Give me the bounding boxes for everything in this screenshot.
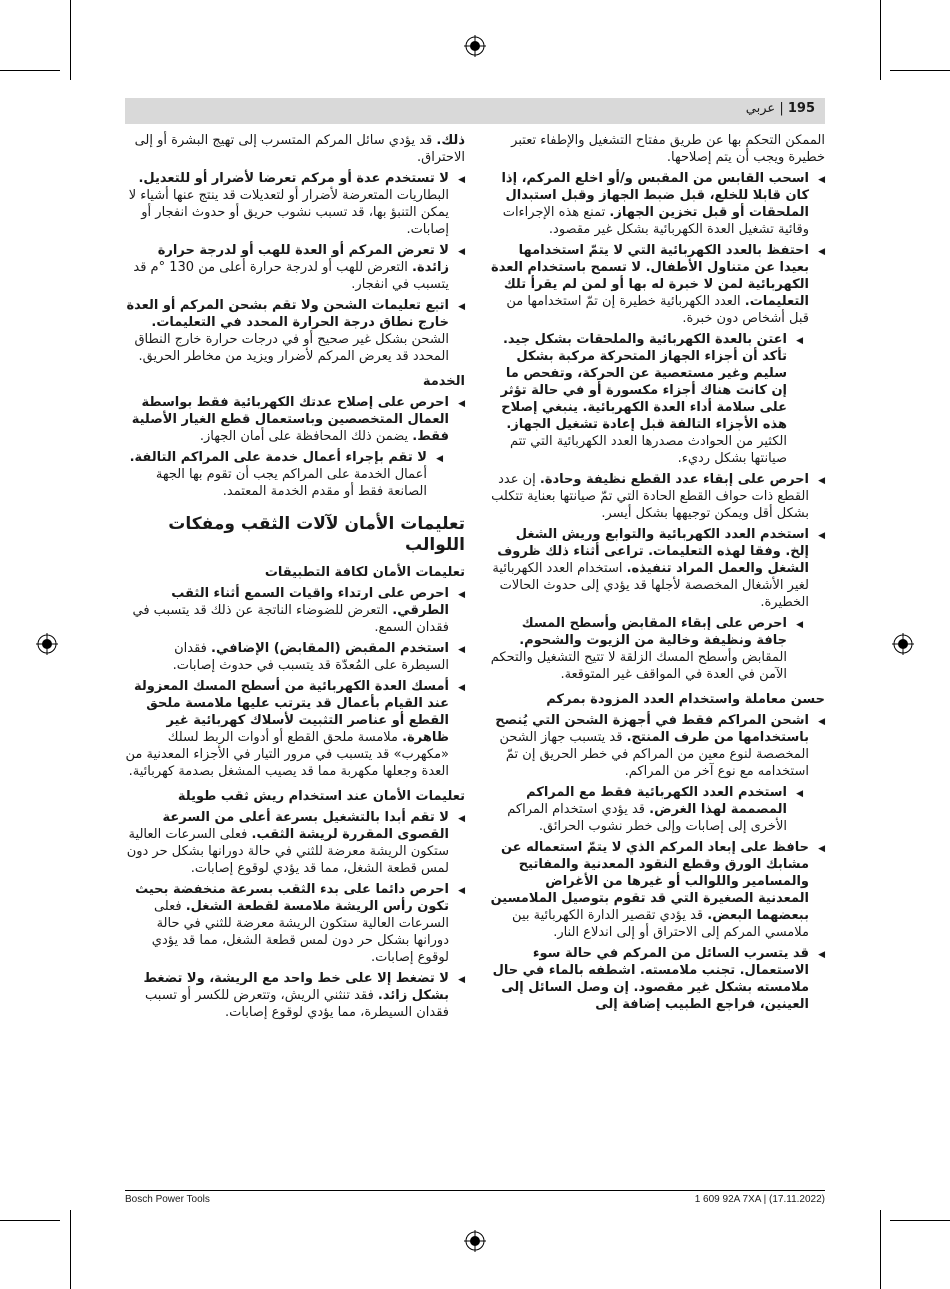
- crop-mark: [880, 0, 881, 80]
- intro-paragraph: الممكن التحكم بها عن طريق مفتاح التشغيل والإطفاء تعتبر خطيرة ويجب أن يتم إصلاحها.: [511, 133, 825, 165]
- bullet-arrow-icon: ◀: [458, 247, 465, 257]
- crop-mark: [0, 70, 60, 71]
- list-item: ◀ اسحب القابس من المقبس و/أو اخلع المركم، إذا كان قابلا للخلع، قبل ضبط الجهاز وقبل استبدال الملحقات أو قبل تخزين الجهاز. تمنع هذه الإجراءات وقائية تشغيل العدة الكهربائية بشكل غير مقصود.: [501, 171, 825, 237]
- list-item: ◀ احرص على إبقاء عدد القطع نظيفة وحادة. إن عدد القطع ذات حواف القطع الحادة التي تمّ صيانتها بعناية تتكلب بشكل أقل ويمكن توجيهها بشكل أيسر.: [491, 472, 825, 521]
- header-bar: [125, 98, 825, 124]
- list-item: ◀ قد يتسرب السائل من المركم في حالة سوء الاستعمال. تجنب ملامسته. اشطفه بالماء في حال ملامسته بشكل غير مقصود. إن وصل السائل إلى العينين، فراجع الطبيب إضافة إلى: [492, 946, 825, 1012]
- list-item: ◀ حافظ على إبعاد المركم الذي لا يتمّ استعماله عن مشابك الورق وقطع النقود المعدنية والمفاتيح والمسامير واللوالب أو غيرها من الأغراض المعدنية الصغيرة التي قد تقوم بتوصيل الملامسين ببعضهما البعض. قد يؤدي تقصير الدارة الكهربائية بين ملامسي المركم إلى الاحتراق أو إلى اندلاع النار.: [490, 840, 825, 940]
- bullet-arrow-icon: ◀: [796, 336, 803, 346]
- bullet-arrow-icon: ◀: [818, 175, 825, 185]
- section-heading-service: الخدمة: [422, 374, 465, 389]
- section-subheading: تعليمات الأمان عند استخدام ريش ثقب طويلة: [177, 789, 465, 804]
- crop-mark: [70, 1210, 71, 1289]
- bullet-arrow-icon: ◀: [458, 683, 465, 693]
- bullet-arrow-icon: ◀: [818, 531, 825, 541]
- header-separator: |: [779, 101, 784, 116]
- crop-mark: [70, 0, 71, 80]
- list-item: ◀ استخدم العدد الكهربائية فقط مع المراكم المصممة لهذا الغرض. قد يؤدي استخدام المراكم الأخرى إلى إصابات وإلى خطر نشوب الحرائق.: [507, 785, 803, 834]
- bullet-arrow-icon: ◀: [458, 645, 465, 655]
- crop-mark: [890, 1220, 950, 1221]
- continuation-paragraph: ذلك. قد يؤدي سائل المركم المتسرب إلى تهيج البشرة أو إلى الاحتراق.: [134, 133, 465, 165]
- list-item: ◀ استخدم المقبض (المقابض) الإضافي. فقدان السيطرة على المُعدّة قد يتسبب في حدوث إصابات.: [172, 641, 465, 673]
- registration-mark-icon: [36, 633, 58, 655]
- footer-rule: [125, 1190, 825, 1191]
- bullet-arrow-icon: ◀: [818, 717, 825, 727]
- list-item: ◀ احرص على ارتداء واقيات السمع أثناء الثقب الطرقي. التعرض للضوضاء الناتجة عن ذلك قد يتسبب في فقدان السمع.: [132, 586, 465, 635]
- bullet-arrow-icon: ◀: [796, 789, 803, 799]
- bullet-arrow-icon: ◀: [818, 844, 825, 854]
- list-item: ◀ لا تضغط إلا على خط واحد مع الريشة، ولا تضغط بشكل زائد. فقد تنثني الريش، وتتعرض للكسر أو تسبب فقدان السيطرة، مما يؤدي لوقوع إصابات.: [143, 971, 465, 1020]
- list-item: ◀ احرص على إبقاء المقابض وأسطح المسك جافة ونظيفة وخالية من الزيوت والشحوم. المقابض وأسطح المسك الزلقة لا تتيح التشغيل والتحكم الآمن في العدة في المواقف غير المتوقعة.: [490, 616, 803, 682]
- footer-doc-number: 1 609 92A 7XA | (17.11.2022): [694, 1194, 825, 1205]
- crop-mark: [880, 1210, 881, 1289]
- bullet-arrow-icon: ◀: [436, 454, 443, 464]
- list-item: ◀ استخدم العدد الكهربائية والتوابع وريش الشغل إلخ. وفقا لهذه التعليمات. تراعى أثناء ذلك ظروف الشغل والعمل المراد تنفيذه. استخدام العدد الكهربائية لغير الأشغال المخصصة لأجلها قد يؤدي إلى حدوث الحالات الخطيرة.: [492, 527, 825, 610]
- registration-mark-icon: [464, 35, 486, 57]
- registration-mark-icon: [464, 1230, 486, 1252]
- bullet-arrow-icon: ◀: [458, 399, 465, 409]
- crop-mark: [890, 70, 950, 71]
- bullet-arrow-icon: ◀: [458, 590, 465, 600]
- list-item: ◀ لا تستخدم عدة أو مركم تعرضا لأضرار أو للتعديل. البطاريات المتعرضة لأضرار أو لتعديلات قد ينتج عنها أشياء لا يمكن التنبؤ بها، قد تسبب نشوب حريق أو حدوث انفجار أو إصابات.: [128, 171, 465, 237]
- right-column: [490, 132, 825, 1017]
- bullet-arrow-icon: ◀: [818, 247, 825, 257]
- list-item: ◀ لا تقم أبدا بالتشغيل بسرعة أعلى من السرعة القصوى المقررة لريشة الثقب. فعلى السرعات العالية ستكون الريشة معرضة للثني في حالة دورانها بشكل حر دون لمس قطعة الشغل، مما قد يؤدي لوقوع إصابات.: [126, 810, 465, 876]
- list-item: ◀ لا تقم بإجراء أعمال خدمة على المراكم التالفة. أعمال الخدمة على المراكم يجب أن تقوم بها الجهة الصانعة فقط أو مقدم الخدمة المعتمد.: [129, 450, 443, 499]
- left-column: [125, 132, 465, 1025]
- list-item: ◀ احتفظ بالعدد الكهربائية التي لا يتمّ استخدامها بعيدا عن متناول الأطفال. لا تسمح باستخدام العدة الكهربائية لمن لا خبرة له بها أو لمن لم يقرأ تلك التعليمات. العدد الكهربائية خطيرة إن تمّ استخدامها من قبل أشخاص دون خبرة.: [491, 243, 825, 326]
- footer-brand: Bosch Power Tools: [125, 1194, 210, 1205]
- bullet-arrow-icon: ◀: [818, 950, 825, 960]
- bullet-arrow-icon: ◀: [458, 975, 465, 985]
- section-subheading: حسن معاملة واستخدام العدد المزودة بمركم: [546, 692, 825, 707]
- list-item: ◀ احرص دائما على بدء الثقب بسرعة منخفضة بحيث تكون رأس الريشة ملامسة لقطعة الشغل. فعلى السرعات العالية ستكون الريشة معرضة للثني في حالة دورانها بشكل حر دون لمس قطعة الشغل، مما قد يؤدي لوقوع إصابات.: [135, 882, 465, 965]
- page-number: 195: [787, 101, 815, 116]
- crop-mark: [0, 1220, 60, 1221]
- page-header: [746, 101, 815, 116]
- bullet-arrow-icon: ◀: [458, 302, 465, 312]
- bullet-arrow-icon: ◀: [458, 175, 465, 185]
- bullet-arrow-icon: ◀: [458, 814, 465, 824]
- header-language: عربي: [745, 101, 776, 116]
- bullet-arrow-icon: ◀: [458, 886, 465, 896]
- list-item: ◀ لا تعرض المركم أو العدة للهب أو لدرجة حرارة زائدة. التعرض للهب أو لدرجة حرارة أعلى من 130 °م قد يتسبب في انفجار.: [133, 243, 465, 292]
- list-item: ◀ اشحن المراكم فقط في أجهزة الشحن التي يُنصح باستخدامها من طرف المنتج. قد يتسبب جهاز الشحن المخصصة لنوع معين من المراكم في خطر الحريق إن تمّ استخدامه مع نوع آخر من المراكم.: [495, 713, 825, 779]
- bullet-arrow-icon: ◀: [818, 476, 825, 486]
- section-subheading: تعليمات الأمان لكافة التطبيقات: [264, 565, 465, 580]
- bullet-arrow-icon: ◀: [796, 620, 803, 630]
- list-item: ◀ أمسك العدة الكهربائية من أسطح المسك المعزولة عند القيام بأعمال قد يترتب عليها ملامسة ملحق القطع أو عناصر التثبيت لأسلاك كهربائية غير ظاهرة. ملامسة ملحق القطع أو أدوات الربط لسلك «مكهرب» قد يتسبب في مرور التيار في الأجزاء المعدنية من العدة وجعلها مكهربة مما قد يصيب المشغل بصدمة كهربائية.: [125, 679, 465, 779]
- list-item: ◀ احرص على إصلاح عدتك الكهربائية فقط بواسطة العمال المتخصصين وباستعمال قطع الغيار الأصلية فقط. يضمن ذلك المحافظة على أمان الجهاز.: [131, 395, 465, 444]
- registration-mark-icon: [892, 633, 914, 655]
- list-item: ◀ اعتن بالعدة الكهربائية والملحقات بشكل جيد. تأكد أن أجزاء الجهاز المتحركة مركبة بشكل سليم وغير مستعصية عن الحركة، وتفحص ما إن كانت هناك أجزاء مكسورة أو في حالة تؤثر على سلامة أداء العدة الكهربائية. ينبغي إصلاح هذه الأجزاء التالفة قبل إعادة تشغيل الجهاز. الكثير من الحوادث مصدرها العدد الكهربائية التي تتم صيانتها بشكل رديء.: [500, 332, 803, 466]
- list-item: ◀ اتبع تعليمات الشحن ولا تقم بشحن المركم أو العدة خارج نطاق درجة الحرارة المحدد في التعليمات. الشحن بشكل غير صحيح أو في درجات حرارة خارج النطاق المحدد قد يعرض المركم لأضرار ويزيد من مخاطر الحريق.: [126, 298, 465, 364]
- main-heading: تعليمات الأمان لآلات الثقب ومفكات اللوالب: [168, 514, 465, 555]
